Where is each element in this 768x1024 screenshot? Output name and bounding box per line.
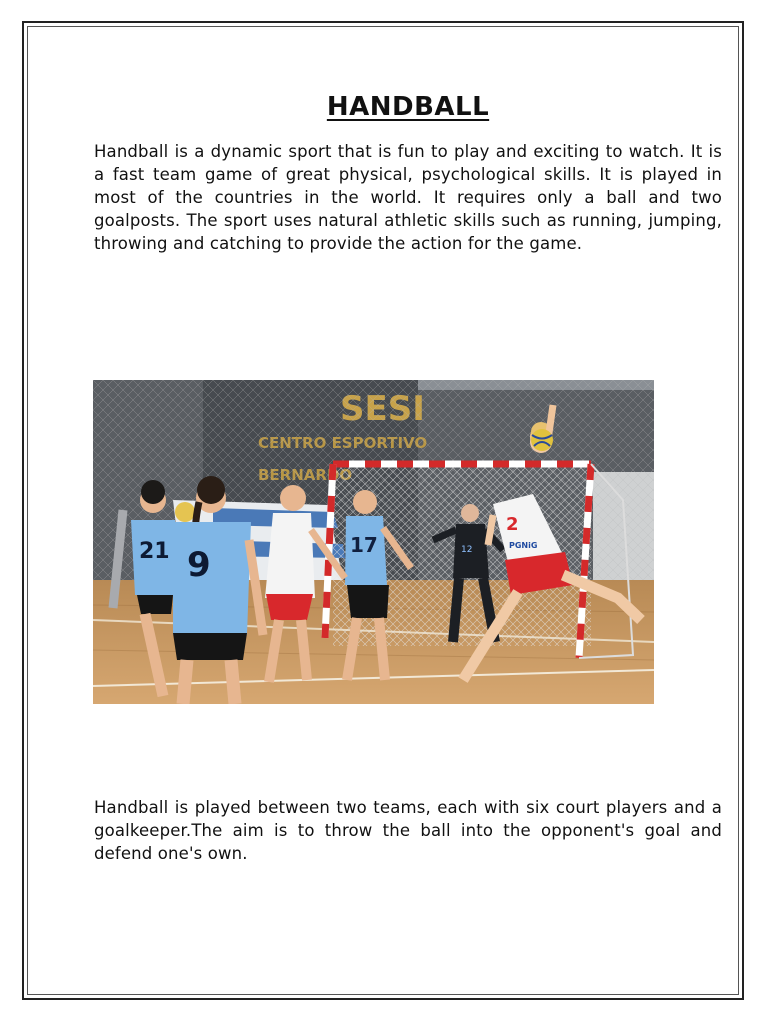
page-title: HANDBALL <box>326 92 490 122</box>
jersey-sponsor-text: PGNiG <box>509 541 538 550</box>
player-9-number: 9 <box>187 545 211 585</box>
rules-paragraph: Handball is played between two teams, each with six court players and a goalkeeper.The aim is to throw the ball into the opponent's goal and defend one's own. <box>94 798 722 863</box>
jumping-player-number: 2 <box>506 514 519 535</box>
intro-paragraph: Handball is a dynamic sport that is fun to play and exciting to watch. It is a fast team game of great physical, psychological skills. It is played in most of the countries in the world. It requires only a ball and two goalposts. The sport uses natural athletic skills such as running, jumping, throwing and catching to provide the action for the game. <box>94 142 722 253</box>
handball-match-photo <box>93 380 654 704</box>
defender-17-number: 17 <box>350 533 378 557</box>
handball-ball <box>531 429 553 451</box>
player-21-number: 21 <box>139 539 170 564</box>
goalkeeper-number: 12 <box>461 545 473 555</box>
